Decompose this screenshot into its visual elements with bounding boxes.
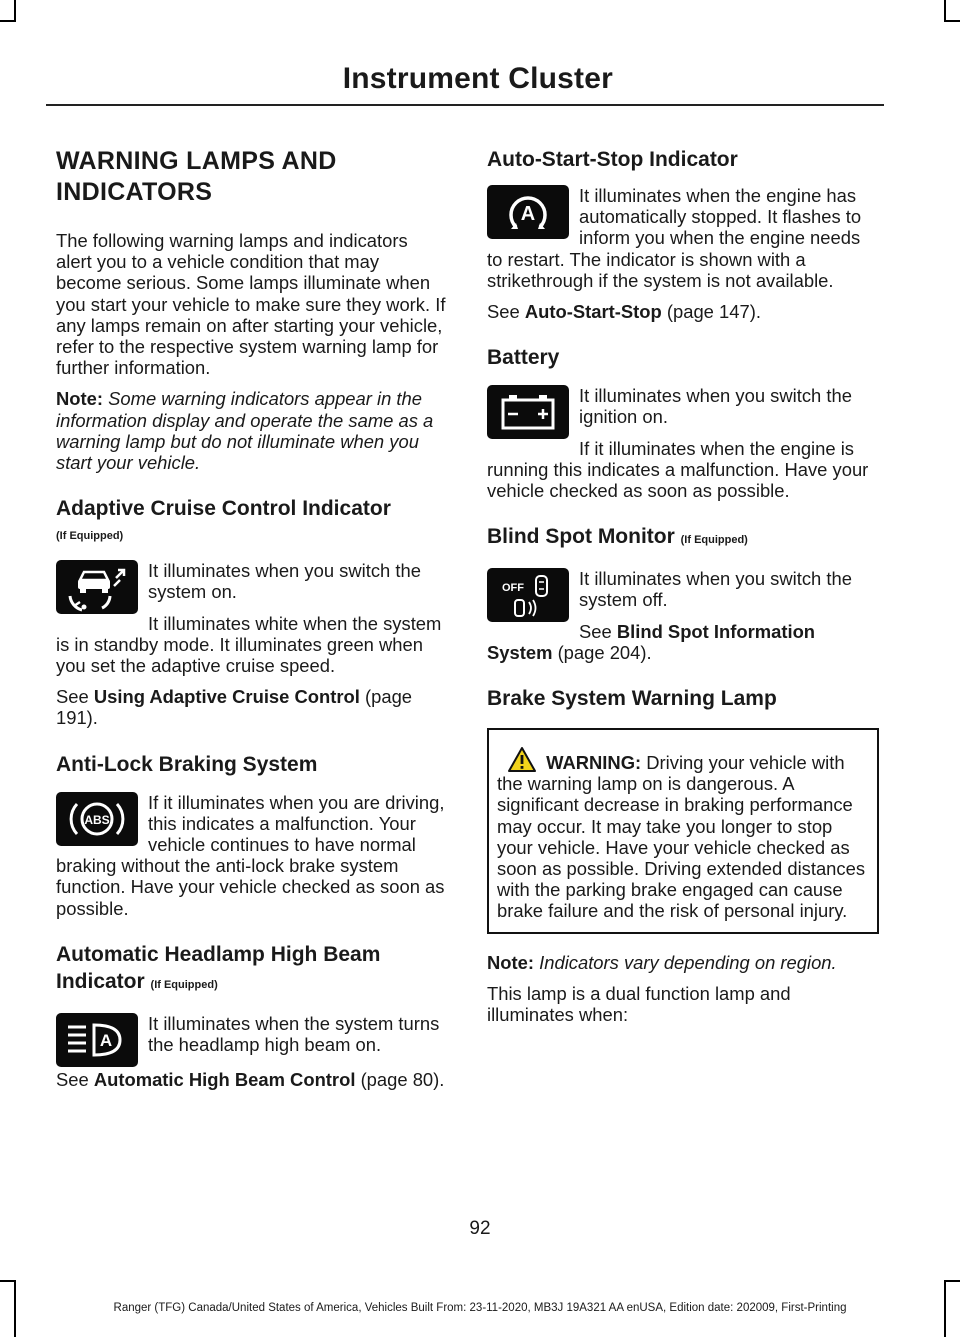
ass-see-word: See xyxy=(487,301,520,323)
section-heading: WARNING LAMPS AND INDICATORS xyxy=(56,147,337,206)
ahb-see xyxy=(56,1069,448,1090)
ahb-link[interactable]: Automatic High Beam Control xyxy=(93,1068,356,1090)
ahb-title xyxy=(56,941,448,999)
note-label: Note: xyxy=(56,388,103,410)
ahb-title-text: Automatic Headlamp High Beam Indicator xyxy=(56,942,381,993)
note-paragraph xyxy=(56,388,448,473)
bsm-link[interactable]: Blind Spot Information System xyxy=(487,620,816,663)
abs-title: Anti-Lock Braking System xyxy=(56,752,318,776)
acc-see xyxy=(56,686,448,728)
abs-icon xyxy=(56,792,138,846)
bsm-see xyxy=(487,621,879,663)
page-footer: Ranger (TFG) Canada/United States of America, Vehicles Built From: 23-11-2020, MB3J 19A321 AA enUSA, Edition date: 202009, First-Printing xyxy=(113,1302,847,1314)
crop-mark-br-h xyxy=(944,1280,960,1282)
warning-box xyxy=(487,728,879,934)
ass-icon-text: A xyxy=(520,203,536,225)
abs-icon-text: ABS xyxy=(84,812,110,827)
auto-high-beam-icon xyxy=(56,1013,138,1067)
acc-p2: It illuminates white when the system is in standby mode. It illuminates green when you set the adaptive cruise speed. xyxy=(56,612,442,677)
abs-section xyxy=(56,751,448,919)
ahb-if-equipped: (If Equipped) xyxy=(150,978,218,991)
acc-section xyxy=(56,495,448,728)
brake-note-label: Note: xyxy=(487,951,534,973)
brake-title: Brake System Warning Lamp xyxy=(487,687,777,711)
acc-p1: It illuminates when you switch the system on. xyxy=(148,560,421,603)
battery-section xyxy=(487,344,879,501)
bsm-p1: It illuminates when you switch the system off. xyxy=(579,568,852,611)
ass-page: (page 147). xyxy=(666,301,761,323)
header-rule xyxy=(46,104,884,106)
intro-paragraph: The following warning lamps and indicators alert you to a vehicle condition that may become serious. Some lamps illuminate when you start your vehicle to make sure they work. If any lamps remain on after starting your vehicle, refer to the respective system warning lamp for further information. xyxy=(56,230,446,379)
battery-p2: If it illuminates when the engine is running this indicates a malfunction. Have your vehicle checked as soon as possible. xyxy=(487,437,869,502)
bsm-section xyxy=(487,523,879,663)
acc-page: (page 191). xyxy=(56,686,413,729)
brake-p1: This lamp is a dual function lamp and illuminates when: xyxy=(487,982,791,1026)
ass-section xyxy=(487,146,879,322)
crop-mark-tr-h xyxy=(944,20,960,22)
brake-note-text: Indicators vary depending on region. xyxy=(539,951,837,973)
bsm-title xyxy=(487,523,879,554)
acc-if-equipped: (If Equipped) xyxy=(56,530,124,543)
page-header-title: Instrument Cluster xyxy=(342,62,613,95)
adaptive-cruise-icon xyxy=(56,560,138,614)
auto-start-stop-icon xyxy=(487,185,569,239)
acc-link[interactable]: Using Adaptive Cruise Control xyxy=(93,686,360,708)
right-column xyxy=(487,146,879,1035)
ass-p1: It illuminates when the engine has automatically stopped. It flashes to inform you when the engine needs to restart. The indicator is shown with a strikethrough if the system is not available. xyxy=(487,185,862,291)
crop-mark-tl-h xyxy=(0,20,16,22)
bsm-if-equipped: (If Equipped) xyxy=(680,534,748,547)
brake-section xyxy=(487,685,879,1025)
abs-p1: If it illuminates when you are driving, this indicates a malfunction. Your vehicle continues to have normal braking without the anti-lock brake system function. Have your vehicle checked as soon as possible. xyxy=(56,791,445,919)
ahb-see-word: See xyxy=(56,1068,89,1090)
bsm-see-word: See xyxy=(579,620,612,642)
battery-title: Battery xyxy=(487,346,560,370)
ahb-section xyxy=(56,941,448,1090)
crop-mark-tr-v xyxy=(944,0,946,22)
warning-label: WARNING: xyxy=(546,752,642,774)
ahb-p1: It illuminates when the system turns the headlamp high beam on. xyxy=(148,1012,440,1056)
ahb-icon-text: A xyxy=(99,1030,113,1050)
brake-note xyxy=(487,952,879,973)
ass-title: Auto-Start-Stop Indicator xyxy=(487,148,738,171)
ahb-page: (page 80). xyxy=(360,1068,445,1090)
acc-see-word: See xyxy=(56,686,89,708)
battery-p1: It illuminates when you switch the ignition on. xyxy=(579,385,852,428)
bsm-title-text: Blind Spot Monitor xyxy=(487,525,675,549)
crop-mark-bl-h xyxy=(0,1280,16,1282)
bsm-icon-text: OFF xyxy=(502,582,524,595)
left-column xyxy=(56,146,448,1100)
ass-see xyxy=(487,301,879,322)
blind-spot-off-icon xyxy=(487,568,569,622)
warning-triangle-icon xyxy=(507,746,537,773)
note-text: Some warning indicators appear in the information display and operate the same as a warning lamp but do not illuminate when you start your vehicle. xyxy=(56,388,434,474)
battery-icon xyxy=(487,385,569,439)
bsm-page: (page 204). xyxy=(557,641,652,663)
page-number: 92 xyxy=(469,1218,491,1239)
crop-mark-tl-v xyxy=(14,0,16,22)
warning-text: Driving your vehicle with the warning lamp on is dangerous. A significant decrease in braking performance may occur. It may take you longer to stop your vehicle. Have your vehicle checked as soon as possible. Driving extended distances with the parking brake engaged can cause brake failure and the risk of personal injury. xyxy=(497,752,866,922)
warning-paragraph xyxy=(497,746,869,922)
ass-link[interactable]: Auto-Start-Stop xyxy=(524,301,662,323)
acc-title: Adaptive Cruise Control Indicator xyxy=(56,497,391,521)
